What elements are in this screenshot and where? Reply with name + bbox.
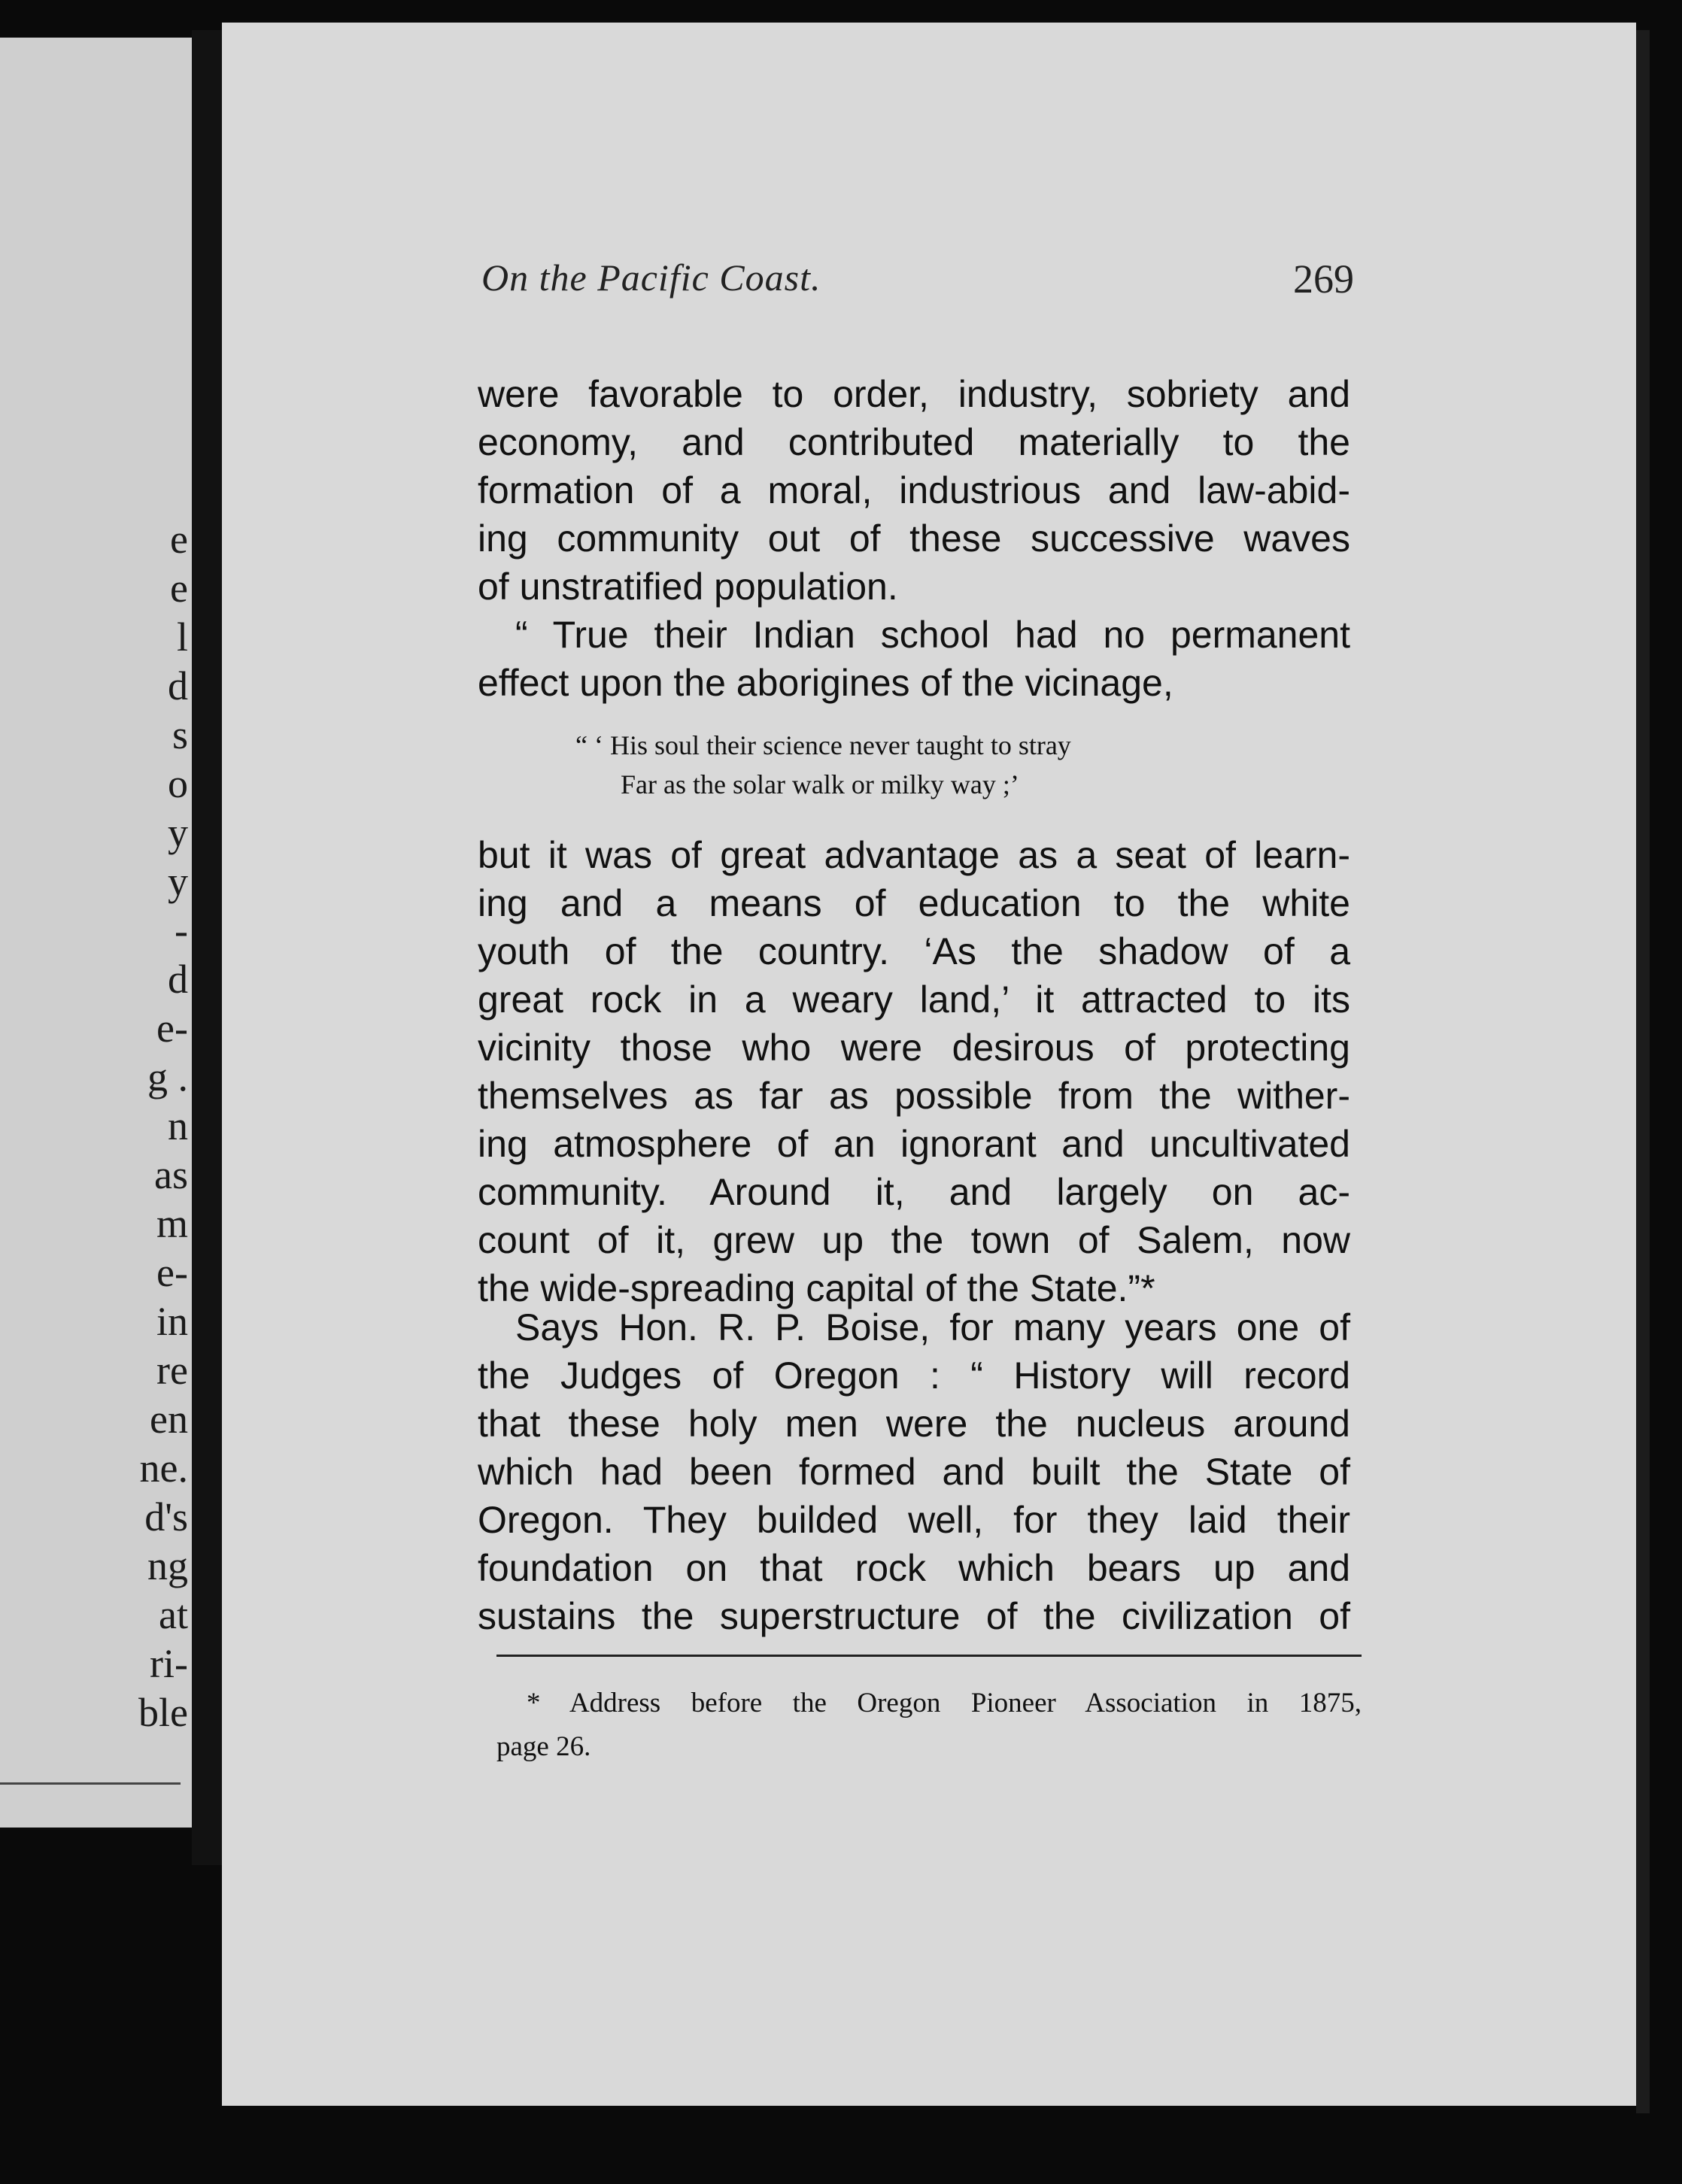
running-head: [481, 256, 1354, 316]
text-line: economy, and contributed materially to the: [478, 421, 1350, 463]
left-page-text: ble: [138, 1690, 188, 1735]
left-page-text: m: [156, 1201, 188, 1246]
left-page-text: ng: [147, 1543, 188, 1588]
previous-page-fragment: [0, 38, 192, 1828]
left-page-text: as: [154, 1152, 188, 1197]
left-page-text: n: [168, 1103, 188, 1148]
paragraph-2: [478, 831, 1350, 1312]
left-page-text: e-: [156, 1006, 188, 1051]
text-line: the wide-spreading capital of the State.”*: [478, 1267, 1155, 1309]
footnote-line: page 26.: [496, 1731, 591, 1762]
text-line: community. Around it, and largely on ac-: [478, 1171, 1350, 1213]
left-page-footnote-rule: [0, 1782, 181, 1785]
text-line: Says Hon. R. P. Boise, for many years one of: [515, 1306, 1350, 1348]
footnote-rule: [496, 1655, 1362, 1657]
text-line: vicinity those who were desirous of protecting: [478, 1027, 1350, 1069]
left-page-text: s: [172, 712, 188, 757]
left-page-text: -: [175, 908, 188, 953]
text-line: that these holy men were the nucleus around: [478, 1403, 1350, 1445]
left-page-text: ne.: [139, 1445, 188, 1491]
text-line: ing and a means of education to the white: [478, 882, 1350, 924]
verse-line: Far as the solar walk or milky way ;’: [621, 769, 1019, 799]
text-line: ing atmosphere of an ignorant and uncultivated: [478, 1123, 1350, 1165]
text-line: themselves as far as possible from the wither-: [478, 1075, 1350, 1117]
left-page-text: e-: [156, 1250, 188, 1295]
left-page-text: in: [156, 1299, 188, 1344]
left-page-text: d: [168, 663, 188, 708]
left-page-text: l: [176, 614, 188, 660]
left-page-text: y: [168, 859, 188, 904]
text-line: which had been formed and built the State of: [478, 1451, 1350, 1493]
verse-line: “ ‘ His soul their science never taught to stray: [575, 730, 1071, 760]
text-line: ing community out of these successive waves: [478, 517, 1350, 560]
text-line: Oregon. They builded well, for they laid their: [478, 1499, 1350, 1541]
left-page-text: g .: [147, 1054, 188, 1100]
left-page-text: ri-: [150, 1641, 188, 1686]
text-line: “ True their Indian school had no permanent: [515, 614, 1350, 656]
text-line: count of it, grew up the town of Salem, now: [478, 1219, 1350, 1261]
left-page-text: d: [168, 957, 188, 1002]
page-number: 269: [1293, 256, 1354, 302]
text-line: effect upon the aborigines of the vicinage,: [478, 662, 1173, 704]
left-page-text: en: [150, 1397, 188, 1442]
footnote: [496, 1682, 1362, 1769]
left-page-text: at: [159, 1592, 188, 1637]
text-line: were favorable to order, industry, sobriety and: [478, 373, 1350, 415]
left-page-text: d's: [144, 1494, 188, 1539]
paragraph-3: [478, 1303, 1350, 1640]
verse-quotation: [575, 726, 1252, 804]
left-page-text: e: [170, 566, 188, 611]
left-page-text: o: [168, 761, 188, 806]
left-page-text: y: [168, 810, 188, 855]
paragraph-1: [478, 370, 1350, 707]
text-line: great rock in a weary land,’ it attracted to its: [478, 978, 1350, 1021]
left-page-text: re: [156, 1348, 188, 1393]
book-gutter: [192, 30, 222, 1865]
text-line: of unstratified population.: [478, 566, 898, 608]
running-title: On the Pacific Coast.: [481, 256, 821, 299]
page-edge: [1636, 30, 1650, 2113]
text-line: foundation on that rock which bears up and: [478, 1547, 1350, 1589]
text-line: the Judges of Oregon : “ History will record: [478, 1354, 1350, 1397]
text-line: youth of the country. ‘As the shadow of a: [478, 930, 1350, 972]
text-line: formation of a moral, industrious and law-abid-: [478, 469, 1350, 511]
footnote-line: * Address before the Oregon Pioneer Association in 1875,: [527, 1688, 1362, 1718]
text-line: sustains the superstructure of the civilization of: [478, 1595, 1350, 1637]
left-page-text: e: [170, 517, 188, 562]
text-line: but it was of great advantage as a seat of learn-: [478, 834, 1350, 876]
